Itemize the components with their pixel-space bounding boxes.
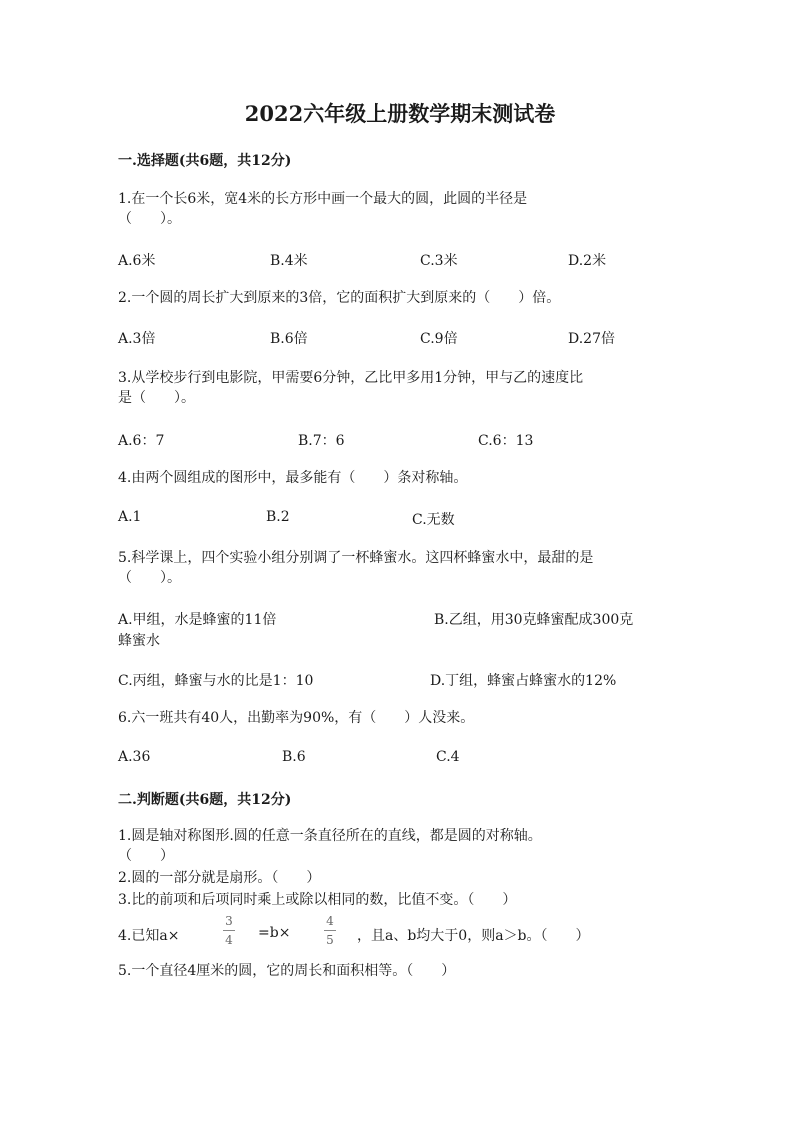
question-text: 1.圆是轴对称图形.圆的任意一条直径所在的直线，都是圆的对称轴。 xyxy=(118,828,542,844)
option-a: A.6米 xyxy=(118,253,156,269)
question-text: 5.一个直径4厘米的圆，它的周长和面积相等。（ ） xyxy=(118,963,456,979)
option-b: B.4米 xyxy=(270,253,308,269)
option-c: C.6：13 xyxy=(478,433,534,449)
judge-question-5 xyxy=(118,961,678,981)
fraction-bar xyxy=(324,930,336,931)
question-2 xyxy=(118,288,678,308)
question-text: （ ）。 xyxy=(118,211,181,227)
judge-question-3 xyxy=(118,890,678,910)
question-text: 是（ ）。 xyxy=(118,390,195,406)
judge-question-4-part2: =b× xyxy=(258,925,291,941)
option-b-continued: 蜂蜜水 xyxy=(118,633,160,649)
question-text: 5.科学课上，四个实验小组分别调了一杯蜂蜜水。这四杯蜂蜜水中，最甜的是 xyxy=(118,550,594,566)
question-3 xyxy=(118,368,678,408)
option-c: C.丙组，蜂蜜与水的比是1：10 xyxy=(118,673,314,689)
question-text: 1.在一个长6米，宽4米的长方形中画一个最大的圆，此圆的半径是 xyxy=(118,191,528,207)
question-text: 3.比的前项和后项同时乘上或除以相同的数，比值不变。（ ） xyxy=(118,892,517,908)
fraction-numerator: 3 xyxy=(225,914,233,928)
judge-question-2 xyxy=(118,868,678,888)
fraction-three-quarters xyxy=(219,914,239,947)
option-b: B.2 xyxy=(266,509,290,525)
question-text: 3.从学校步行到电影院，甲需要6分钟，乙比甲多用1分钟，甲与乙的速度比 xyxy=(118,370,584,386)
question-text: （ ） xyxy=(118,848,174,864)
section-heading-judgement: 二.判断题(共6题，共12分) xyxy=(118,792,292,808)
judge-question-4-part1: 4.已知a× xyxy=(118,928,180,944)
option-a: A.1 xyxy=(118,509,142,525)
question-text: （ ）。 xyxy=(118,570,181,586)
question-4 xyxy=(118,468,678,488)
question-text: 6.六一班共有40人，出勤率为90%，有（ ）人没来。 xyxy=(118,710,475,726)
fraction-bar xyxy=(223,930,235,931)
judge-question-4-part3: ，且a、b均大于0，则a＞b。（ ） xyxy=(357,928,590,944)
question-1 xyxy=(118,189,678,229)
section-heading-choice: 一.选择题(共6题，共12分) xyxy=(118,153,292,169)
judge-question-1 xyxy=(118,826,678,866)
question-text: 2.一个圆的周长扩大到原来的3倍，它的面积扩大到原来的（ ）倍。 xyxy=(118,290,561,306)
option-b: B.6倍 xyxy=(270,331,308,347)
option-b: B.6 xyxy=(282,749,306,765)
question-text: 4.由两个圆组成的图形中，最多能有（ ）条对称轴。 xyxy=(118,470,468,486)
option-a: A.36 xyxy=(118,749,151,765)
fraction-denominator: 5 xyxy=(326,933,334,947)
option-c: C.3米 xyxy=(420,253,458,269)
option-d: D.27倍 xyxy=(568,331,615,347)
option-c: C.无数 xyxy=(412,512,455,528)
fraction-denominator: 4 xyxy=(225,933,233,947)
question-6 xyxy=(118,708,678,728)
fraction-numerator: 4 xyxy=(326,914,334,928)
option-a: A.6：7 xyxy=(118,433,165,449)
option-b: B.7：6 xyxy=(298,433,345,449)
page-title: 2022六年级上册数学期末测试卷 xyxy=(244,101,556,126)
option-a: A.3倍 xyxy=(118,331,156,347)
option-b: B.乙组，用30克蜂蜜配成300克 xyxy=(434,612,634,628)
option-a: A.甲组，水是蜂蜜的11倍 xyxy=(118,612,277,628)
question-text: 2.圆的一部分就是扇形。（ ） xyxy=(118,870,321,886)
option-d: D.丁组，蜂蜜占蜂蜜水的12% xyxy=(430,673,617,689)
question-5 xyxy=(118,548,678,588)
fraction-four-fifths xyxy=(320,914,340,947)
option-c: C.4 xyxy=(436,749,460,765)
option-d: D.2米 xyxy=(568,253,607,269)
option-c: C.9倍 xyxy=(420,331,458,347)
